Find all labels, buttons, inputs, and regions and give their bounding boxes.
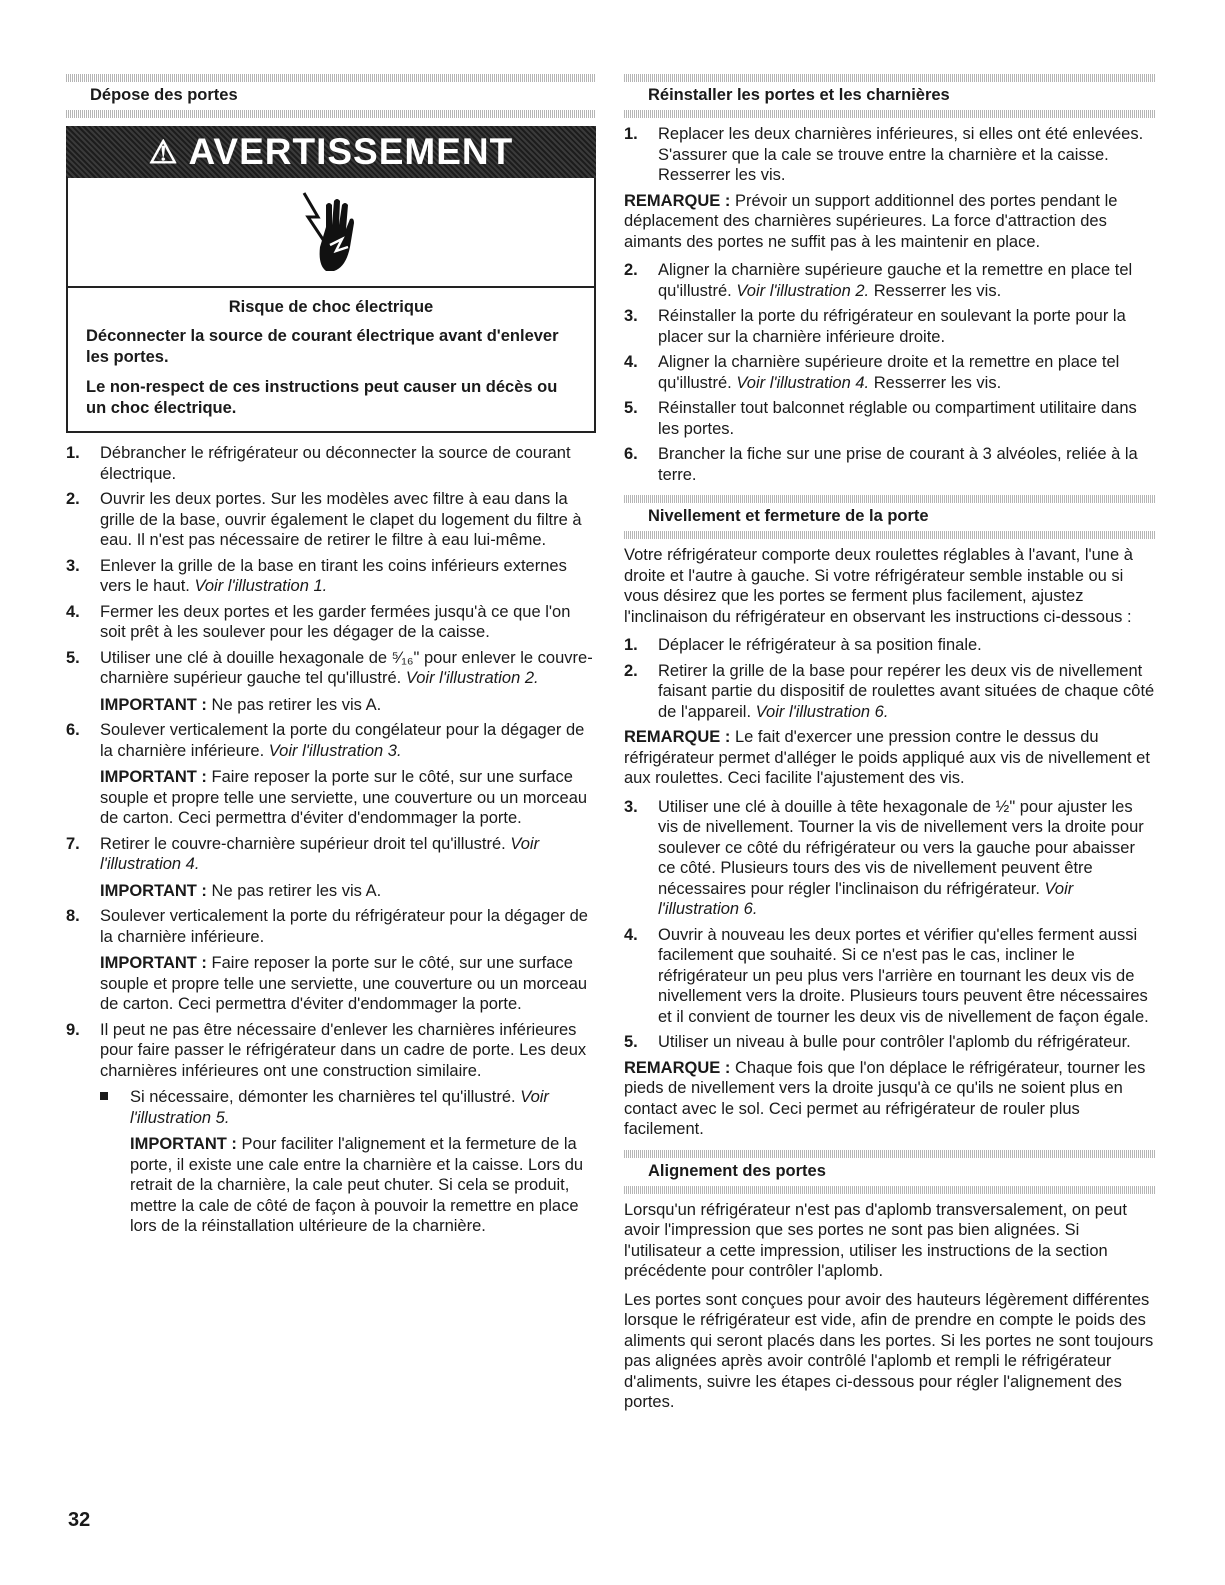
section-title: Dépose des portes (90, 86, 238, 104)
step-text: Utiliser un niveau à bulle pour contrôler l'aplomb du réfrigérateur. (658, 1033, 1131, 1051)
list-item (66, 720, 596, 829)
step-text: Retirer la grille de la base pour repérer les deux vis de nivellement faisant partie du dispositif de roulettes avant situées de chaque côté de l'appareil. (658, 661, 1155, 721)
step-text: Fermer les deux portes et les garder fermées jusqu'à ce que l'on soit prêt à les soulever pour les dégager de la caisse. (100, 602, 571, 641)
list-item (624, 1032, 1156, 1053)
step-text: Resserrer les vis. (873, 281, 1002, 300)
remark-text: Le fait d'exercer une pression contre le dessus du réfrigérateur permet d'alléger le poids appliqué aux vis de nivellement et aux roulettes. Ceci facilite l'ajustement des vis. (624, 728, 1150, 787)
step-text: Déplacer le réfrigérateur à sa position finale. (658, 636, 982, 654)
list-item (624, 260, 1156, 301)
remark-text: Prévoir un support additionnel des portes pendant le déplacement des charnières supérieures. La force d'attraction des aimants des portes ne suffit pas à les maintenir en place. (624, 191, 1118, 251)
step-number: 4. (66, 602, 80, 621)
warning-line-1: Déconnecter la source de courant électrique avant d'enlever les portes. (86, 327, 559, 366)
list-item (624, 635, 1156, 656)
leveling-steps-b (624, 797, 1156, 1053)
remark-text: Chaque fois que l'on déplace le réfrigérateur, tourner les pieds de nivellement vers la droite jusqu'à ce qu'ils ne soient plus en contact avec le sol. Ceci permet au réfrigérateur de rouler plus facilement. (624, 1058, 1146, 1138)
step-number: 1. (624, 125, 638, 143)
list-item (624, 398, 1156, 439)
step-text: Resserrer les vis. (873, 373, 1002, 392)
important-label: IMPORTANT : (100, 695, 207, 714)
bullet-square-icon (100, 1092, 108, 1100)
illustration-ref: Voir l'illustration 3. (268, 741, 402, 760)
important-text: Faire reposer la porte sur le côté, sur une surface souple et propre telle une serviette, une couverture ou un morceau de carton. Ceci permettra d'éviter d'endommager la porte. (100, 768, 588, 827)
important-label: IMPORTANT : (100, 768, 207, 786)
illustration-ref: Voir l'illustration 1. (194, 577, 328, 595)
section-header-alignement (624, 1148, 1156, 1200)
step-number: 3. (624, 797, 638, 816)
left-column (66, 72, 596, 1242)
illustration-ref: Voir l'illustration 4. (100, 834, 540, 873)
remark (624, 191, 1156, 253)
step-text: Réinstaller tout balconnet réglable ou compartiment utilitaire dans les portes. (658, 399, 1137, 438)
step-number: 8. (66, 907, 80, 925)
step-text: Il peut ne pas être nécessaire d'enlever les charnières inférieures pour faire passer le réfrigérateur dans un cadre de porte. Les deux charnières inférieures ont une construction similaire. (100, 1020, 587, 1080)
important-text: Ne pas retirer les vis A. (211, 695, 382, 714)
step-number: 5. (66, 648, 80, 667)
warning-risk: Risque de choc électrique (228, 298, 434, 316)
illustration-ref: Voir l'illustration 4. (736, 373, 870, 392)
list-item (66, 1020, 596, 1237)
illustration-ref: Voir l'illustration 6. (658, 879, 1074, 918)
remark (624, 1058, 1156, 1140)
step-text: Soulever verticalement la porte du congélateur pour la dégager de la charnière inférieure. (100, 721, 585, 760)
step-text: Ouvrir à nouveau les deux portes et vérifier qu'elles ferment aussi facilement que souhaité. Si ce n'est pas le cas, incliner le réfrigérateur un peu plus vers l'arrière en tournant les deux vis de nivellement vers la droite. Plusieurs tours peuvent être nécessaires et il convient de tourner les deux vis de nivellement de façon égale. (658, 925, 1149, 1026)
important-note (100, 881, 596, 902)
list-item (66, 443, 596, 484)
step-number: 1. (624, 636, 638, 654)
section-header-reinstaller (624, 72, 1156, 124)
warning-title: AVERTISSEMENT (188, 131, 514, 172)
important-label: IMPORTANT : (100, 954, 207, 972)
list-item (66, 489, 596, 551)
important-note (100, 767, 596, 829)
leveling-steps-a (624, 635, 1156, 722)
list-item (624, 124, 1156, 186)
reinstall-steps-a (624, 124, 1156, 186)
list-item (624, 444, 1156, 485)
step-text: Replacer les deux charnières inférieures, si elles ont été enlevées. S'assurer que la cale se trouve entre la charnière et la caisse. Resserrer les vis. (658, 125, 1144, 184)
list-item (66, 556, 596, 597)
reinstall-steps-b (624, 260, 1156, 485)
step-number: 2. (624, 261, 638, 279)
section-title: Réinstaller les portes et les charnières (648, 86, 950, 104)
list-item (66, 906, 596, 1015)
important-label: IMPORTANT : (100, 881, 207, 900)
step-text: Utiliser une clé à douille hexagonale de ⁵⁄₁₆" pour enlever le couvre-charnière supérieur gauche tel qu'illustré. (100, 648, 593, 687)
illustration-ref: Voir l'illustration 6. (755, 702, 889, 721)
step-number: 5. (624, 1033, 638, 1051)
step-number: 6. (624, 445, 638, 463)
remark-label: REMARQUE : (624, 191, 731, 210)
paragraph: Lorsqu'un réfrigérateur n'est pas d'aplomb transversalement, on peut avoir l'impression que ses portes ne sont pas bien alignées. Si l'utilisateur a cette impression, utiliser les instructions de la section précédente pour contrôler l'aplomb. (624, 1200, 1127, 1280)
illustration-ref: Voir l'illustration 2. (736, 281, 870, 300)
illustration-ref: Voir l'illustration 5. (130, 1088, 549, 1127)
list-item (66, 834, 596, 902)
step-text: Brancher la fiche sur une prise de courant à 3 alvéoles, reliée à la terre. (658, 445, 1138, 484)
step-text: Ouvrir les deux portes. Sur les modèles avec filtre à eau dans la grille de la base, ouvrir également le clapet du logement du filtre à eau. Il n'est pas nécessaire de retirer le filtre à eau lui-même. (100, 490, 582, 549)
step-number: 4. (624, 353, 638, 371)
warning-line-2: Le non-respect de ces instructions peut causer un décès ou un choc électrique. (86, 378, 558, 417)
step-number: 5. (624, 399, 638, 417)
bullet-text: Si nécessaire, démonter les charnières tel qu'illustré. (130, 1088, 516, 1106)
step-number: 1. (66, 444, 80, 462)
step-number: 3. (624, 307, 638, 325)
important-note (130, 1134, 596, 1237)
illustration-ref: Voir l'illustration 2. (405, 669, 539, 687)
depose-steps (66, 443, 596, 1237)
step-number: 6. (66, 721, 80, 739)
list-item (624, 306, 1156, 347)
step-text: Soulever verticalement la porte du réfrigérateur pour la dégager de la charnière inférieure. (100, 907, 588, 946)
remark (624, 727, 1156, 789)
list-item (66, 648, 596, 716)
step-number: 9. (66, 1020, 80, 1039)
warning-body (68, 288, 594, 431)
paragraph: Les portes sont conçues pour avoir des hauteurs légèrement différentes lorsque le réfrigérateur est vide, afin de prendre en compte le poids des aliments qui seront placés dans les portes. Si les portes ne sont toujours pas alignées après avoir contrôlé l'aplomb et rempli le réfrigérateur d'aliments, suivre les étapes ci-dessous pour régler l'alignement des portes. (624, 1290, 1154, 1411)
list-item (624, 925, 1156, 1028)
step-number: 3. (66, 556, 80, 575)
step-text: Aligner la charnière supérieure droite et la remettre en place tel qu'illustré. (658, 353, 1120, 392)
step-number: 2. (624, 661, 638, 680)
page-number: 32 (68, 1509, 91, 1531)
remark-label: REMARQUE : (624, 1058, 731, 1077)
warning-box (66, 126, 596, 433)
step-text: Retirer le couvre-charnière supérieur droit tel qu'illustré. (100, 834, 506, 853)
important-label: IMPORTANT : (130, 1135, 237, 1153)
step-text: Enlever la grille de la base en tirant les coins inférieurs externes vers le haut. (100, 556, 567, 595)
step-text: Débrancher le réfrigérateur ou déconnecter la source de courant électrique. (100, 444, 571, 483)
important-note (100, 695, 596, 716)
list-item (624, 661, 1156, 723)
step-text: Réinstaller la porte du réfrigérateur en soulevant la porte pour la placer sur la charnière inférieure droite. (658, 307, 1126, 346)
important-text: Pour faciliter l'alignement et la fermeture de la porte, il existe une cale entre la charnière et la caisse. Lors du retrait de la charnière, la cale peut chuter. Si cela se produit, mettre la cale de côté de façon à pouvoir la remettre en place lors de la réinstallation ultérieure de la charnière. (130, 1135, 584, 1235)
list-item (624, 797, 1156, 920)
list-item (66, 602, 596, 643)
step-number: 4. (624, 925, 638, 944)
important-note (100, 953, 596, 1015)
step-number: 2. (66, 490, 80, 508)
important-text: Faire reposer la porte sur le côté, sur une surface souple et propre telle une serviette, une couverture ou un morceau de carton. Ceci permettra d'éviter d'endommager la porte. (100, 954, 588, 1013)
section-header-nivellement (624, 493, 1156, 545)
warning-triangle-icon: ⚠ (148, 134, 179, 170)
bullet-item (100, 1087, 596, 1237)
section-title: Nivellement et fermeture de la porte (648, 507, 929, 525)
remark-label: REMARQUE : (624, 728, 731, 746)
list-item (624, 352, 1156, 393)
intro-paragraph: Votre réfrigérateur comporte deux roulettes réglables à l'avant, l'une à droite et l'autre à gauche. Si votre réfrigérateur semble instable ou si vous désirez que les portes se ferment plus facilement, ajustez l'inclinaison du réfrigérateur en observant les instructions ci-dessous : (624, 546, 1133, 626)
section-header-depose (66, 72, 596, 124)
step-text: Aligner la charnière supérieure gauche et la remettre en place tel qu'illustré. (658, 261, 1133, 300)
electric-shock-icon (68, 178, 594, 288)
right-column (624, 72, 1156, 1421)
step-text: Utiliser une clé à douille à tête hexagonale de ½" pour ajuster les vis de nivellement. Tourner la vis de nivellement vers la droite pour soulever ce côté du réfrigérateur ou vers la gauche pour abaisser ce côté. Plusieurs tours des vis de nivellement peuvent être nécessaires pour régler l'inclinaison du réfrigérateur. (658, 797, 1144, 898)
important-text: Ne pas retirer les vis A. (211, 881, 382, 900)
step-number: 7. (66, 834, 80, 853)
warning-banner (66, 126, 596, 178)
section-title: Alignement des portes (648, 1161, 826, 1180)
